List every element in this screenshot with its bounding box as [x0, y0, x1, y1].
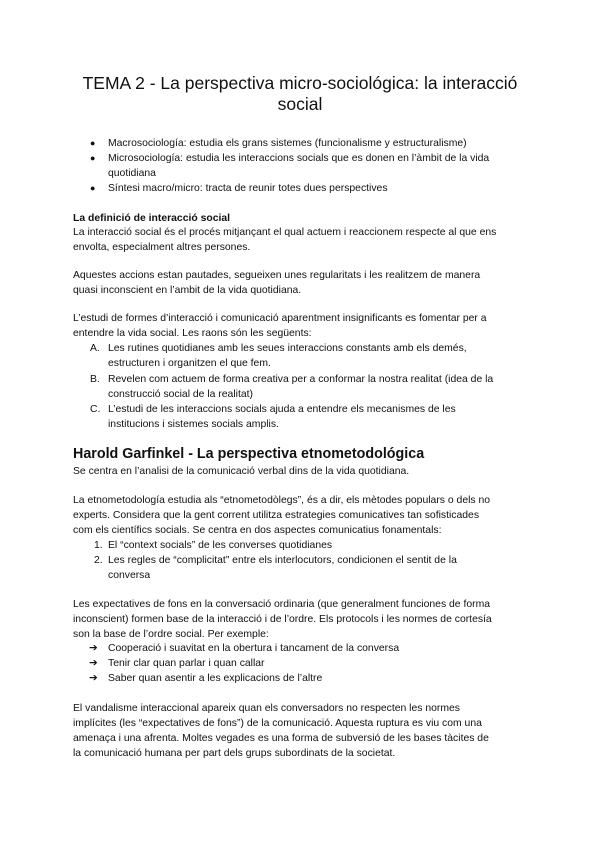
paragraph-line: son la base de l’ordre social. Per exemple: [73, 629, 269, 640]
paragraph-line: envolta, especialment altres persones. [73, 242, 251, 253]
paragraph-line: La etnometodología estudia als “etnometodòlegs”, és a dir, els mètodes populars o dels no [73, 495, 491, 506]
list-item: Les rutines quotidianes amb les seues interaccions constants amb els demés, [108, 343, 467, 354]
paragraph-line: implícites (les “expectatives de fons”) de la comunicació. Aquesta ruptura es viu com una [73, 718, 482, 729]
list-item: Macrosociología: estudia els grans sistemes (funcionalisme y estructuralisme) [108, 138, 467, 149]
paragraph-line: quasi inconscient en l’ambit de la vida quotidiana. [73, 285, 302, 296]
paragraph-line: inconscient) formen base de la interacció i de l’ordre. Els protocols i les normes de cortesía [73, 614, 492, 625]
list-item: Cooperació i suavitat en la obertura i tancament de la conversa [108, 643, 400, 654]
list-item: Tenir clar quan parlar i quan callar [108, 658, 265, 669]
paragraph-line: Se centra en l’analisi de la comunicació verbal dins de la vida quotidiana. [73, 466, 410, 477]
paragraph-line: amenaça i una afrenta. Moltes vegades es una forma de subversió de les bases tàcites de [73, 733, 489, 744]
paragraph-line: com els científics socials. Se centra en dos aspectes comunicatius fonamentals: [73, 525, 442, 536]
paragraph-line: Aquestes accions estan pautades, segueixen unes regularitats i les realitzem de manera [73, 270, 481, 281]
list-label: 1. [94, 540, 103, 551]
list-item: Microsociología: estudia les interaccions socials que es donen en l’àmbit de la vida [108, 153, 490, 164]
list-item: Síntesi macro/micro: tracta de reunir totes dues perspectives [108, 183, 388, 194]
list-label: B. [90, 374, 100, 385]
list-label: 2. [94, 555, 103, 566]
bullet-marker: ● [90, 138, 96, 148]
list-item-continuation: quotidiana [108, 168, 156, 179]
paragraph-line: L’estudi de formes d’interacció i comunicació aparentment insignificants es fomentar per a [73, 313, 487, 324]
list-label: A. [90, 343, 100, 354]
section-heading: La definició de interacció social [73, 213, 231, 224]
paragraph-line: entendre la vida social. Les raons són les següents: [73, 328, 312, 339]
arrow-bullet-icon: ➔ [89, 658, 98, 669]
list-item: Revelen com actuem de forma creativa per a conformar la nostra realitat (idea de la [108, 374, 494, 385]
list-item-continuation: estructuren i organitzen el que fem. [108, 358, 271, 369]
paragraph-line: La interacció social és el procés mitjançant el qual actuem i reaccionem respecte al que ens [73, 227, 497, 238]
bullet-marker: ● [90, 183, 96, 193]
list-item: L’estudi de les interaccions socials ajuda a entendre els mecanismes de les [108, 404, 456, 415]
list-item: Saber quan asentir a les explicacions de l’altre [108, 673, 323, 684]
arrow-bullet-icon: ➔ [89, 643, 98, 654]
list-label: C. [90, 404, 101, 415]
paragraph-line: experts. Considera que la gent corrent utilitza estrategies comunicatives tan sofisticades [73, 510, 480, 521]
paragraph-line: la comunicació humana per part dels grups subordinats de la societat. [73, 748, 396, 759]
section-heading-2: Harold Garfinkel - La perspectiva etnometodológica [73, 446, 425, 462]
paragraph-line: Les expectatives de fons en la conversació ordinaria (que generalment funciones de forma [73, 599, 491, 610]
list-item: El “context socials” de les converses quotidianes [108, 540, 333, 551]
title-line-2: social [277, 94, 323, 114]
page-title [60, 73, 540, 115]
list-item-continuation: institucions i sistemes socials amplis. [108, 419, 279, 430]
arrow-bullet-icon: ➔ [89, 673, 98, 684]
title-line-1: TEMA 2 - La perspectiva micro-sociológica: la interacció [82, 73, 518, 93]
list-item-continuation: construcció social de la realitat) [108, 389, 253, 400]
list-item-continuation: conversa [108, 570, 151, 581]
bullet-marker: ● [90, 153, 96, 163]
list-item: Les regles de “complicitat” entre els interlocutors, condicionen el sentit de la [108, 555, 457, 566]
paragraph-line: El vandalisme interaccional apareix quan els conversadors no respecten les normes [73, 703, 460, 714]
